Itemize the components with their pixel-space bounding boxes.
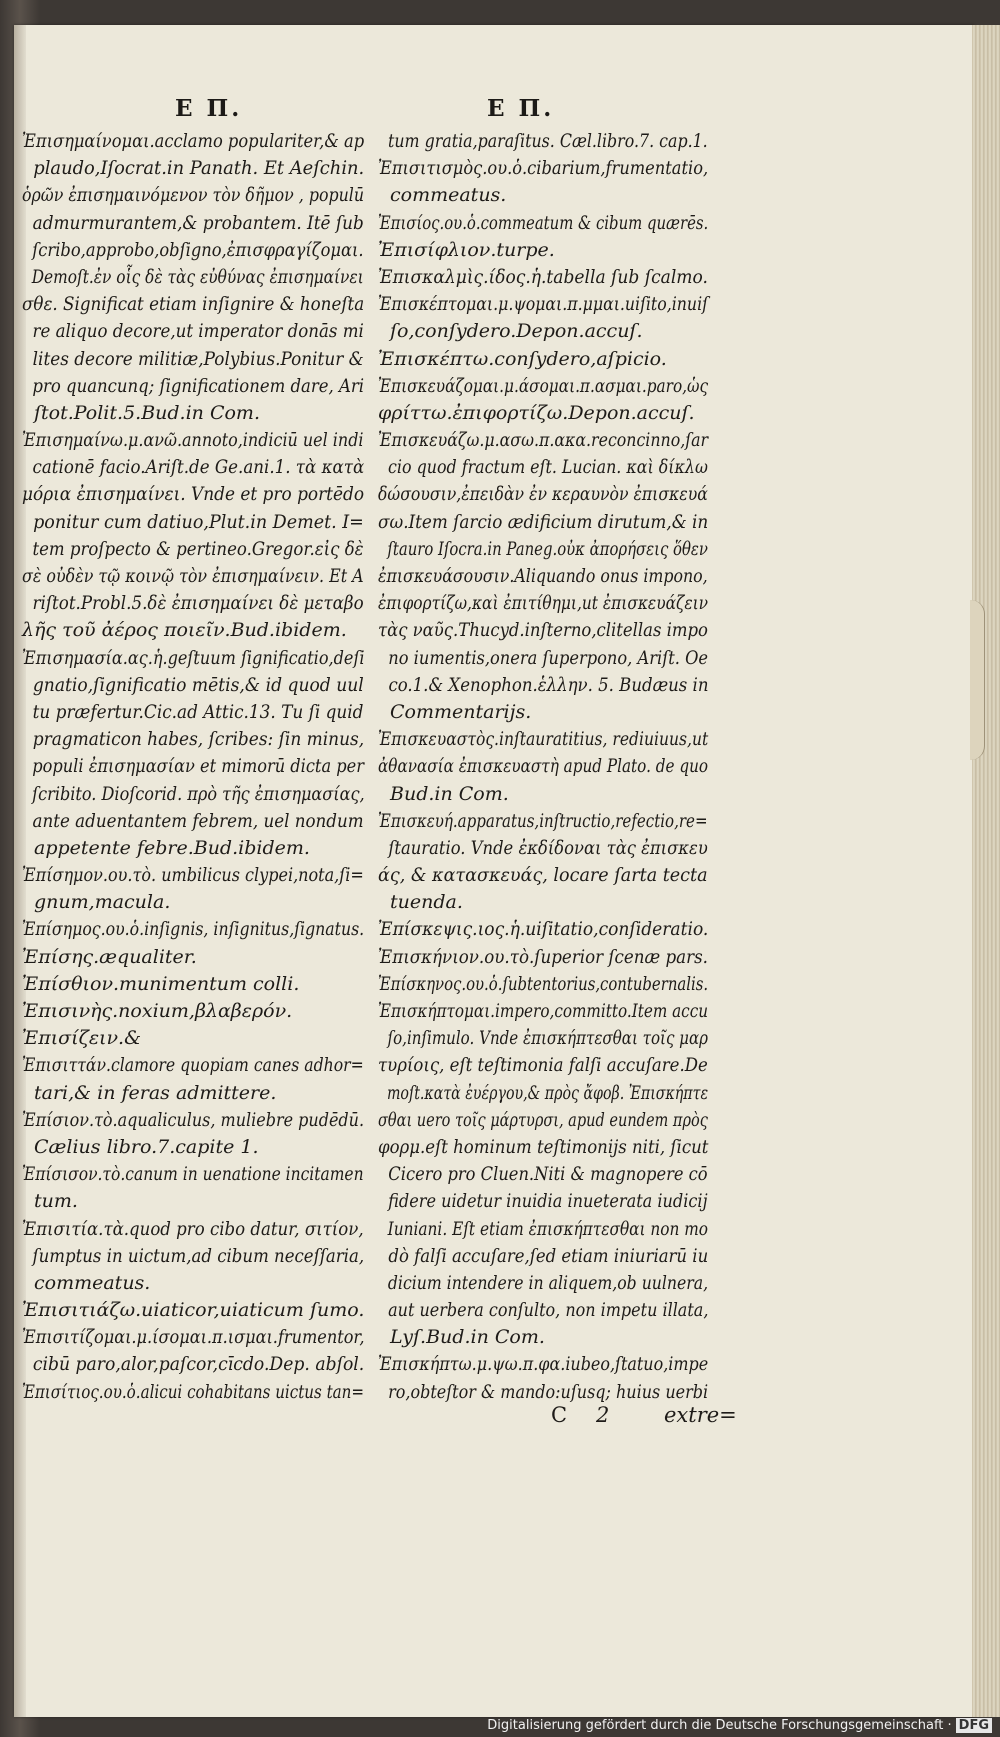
text-line: Ἐπισημαίνομαι.acclamo populariter,& ap xyxy=(22,130,365,152)
text-line: ſumptus in uictum,ad cibum neceſſaria, xyxy=(32,1244,365,1267)
text-line: Lyſ.Bud.in Com. xyxy=(390,1326,545,1349)
text-line: δώσουσιν,ἐπειδὰν ἐν κεραυνὸν ἐπισκευά xyxy=(378,483,708,506)
text-line: ſtauratio. Vnde ἐκδίδοναι τὰς ἐπισκευ xyxy=(388,836,708,859)
text-line: Demoſt.ἐν οἷς δὲ τὰς εὐθύνας ἐπισημαίνει xyxy=(31,265,364,288)
text-line: commeatus. xyxy=(34,1271,151,1294)
signature-number: 2 xyxy=(596,1403,610,1427)
text-line: Ἐπισίζειν.& xyxy=(22,1027,142,1050)
text-line: tem proſpecto & pertineo.Gregor.εἰς δὲ xyxy=(32,537,364,560)
text-line: Ἐπισιτιάζω.uiaticor,uiaticum ſumo. xyxy=(22,1299,365,1322)
text-line: ro,obteſtor & mando:uſusq; huius uerbi xyxy=(388,1380,709,1403)
text-line: appetente febre.Bud.ibidem. xyxy=(34,836,310,859)
text-line: Ἐπισημασία.ας.ἡ.geſtuum ſignificatio,deſi xyxy=(22,646,365,669)
text-line: Ἐπισίος.ου.ὁ.commeatum & cibum quærēs. xyxy=(378,211,709,234)
digitization-credit xyxy=(487,1718,992,1733)
text-line: σθαι uero τοῖς μάρτυρσι, apud eundem πρὸς xyxy=(378,1108,708,1131)
text-line: Iuniani. Eſt etiam ἐπισκήπτεσθαι non mo xyxy=(387,1217,709,1240)
text-line: ſcribo,approbo,obſigno,ἐπισφραγίζομαι. xyxy=(32,238,364,261)
text-line: lites decore militiæ,Polybius.Ponitur & xyxy=(32,347,364,370)
text-line: τυρίοις, eſt teſtimonia falſi accuſare.De xyxy=(378,1054,708,1077)
text-line: φρίττω.ἐπιφορτίζω.Depon.accuſ. xyxy=(378,401,695,424)
left-column xyxy=(22,128,364,1406)
text-line: άς, & κατασκευάς, locare ſarta tecta xyxy=(378,864,708,887)
text-line: ἐπιφορτίζω,καὶ ἐπιτίθημι,ut ἐπισκευάζειν xyxy=(378,592,709,615)
text-line: ſcribito. Dioſcorid. πρὸ τῆς ἐπισημασίας, xyxy=(32,782,365,805)
text-line: Cælius libro.7.capite 1. xyxy=(34,1135,259,1158)
text-line: ponitur cum datiuo,Plut.in Demet. I= xyxy=(33,510,364,533)
text-line: Ἐπισινὴς.noxium,βλαβερόν. xyxy=(22,1000,293,1022)
text-line: no iumentis,onera ſuperpono, Ariſt. Oe xyxy=(388,646,709,669)
text-line: Ἐπισκήπτω.μ.ψω.π.φα.iubeo,ſtatuo,impe xyxy=(378,1353,709,1376)
text-line: pro quancunq; ſignificationem dare, Ari xyxy=(32,374,365,397)
text-line: φορμ.eſt hominum teſtimonijs niti, ſicut xyxy=(378,1135,709,1158)
text-line: tum gratia,paraſitus. Cæl.libro.7. cap.1. xyxy=(387,130,708,152)
page-tab-edge xyxy=(970,600,985,760)
text-line: dicium intendere in aliquem,ob uulnera, xyxy=(387,1271,709,1294)
text-line: Ἐπισκήνιον.ου.τὸ.ſuperior ſcenæ pars. xyxy=(378,945,708,968)
text-line: tu præfertur.Cic.ad Attic.13. Tu ſi quid xyxy=(32,700,364,723)
text-line: Ἐπισιτία.τὰ.quod pro cibo datur, σιτίον, xyxy=(22,1217,364,1240)
text-line: cationē facio.Ariſt.de Ge.ani.1. τὰ κατὰ xyxy=(32,456,365,479)
text-line: pragmaticon habes, ſcribes: ſin minus, xyxy=(32,728,365,751)
text-line: fidere uidetur inuidia inueterata iudicij xyxy=(388,1190,708,1213)
text-line: ſtauro Iſocra.in Paneg.οὐκ ἀπορήσεις ὅθεν xyxy=(387,537,708,560)
text-line: Ἐπισιτισμὸς.ου.ὁ.cibarium,frumentatio, xyxy=(378,157,709,180)
text-line: Ἐπισίφλιον.turpe. xyxy=(378,238,555,261)
text-line: ſo,conſydero.Depon.accuſ. xyxy=(390,320,643,343)
text-line: Ἐπισκευάζομαι.μ.άσομαι.π.ασμαι.paro,ὡς xyxy=(378,374,709,397)
text-line: re aliquo decore,ut imperator donās mi xyxy=(32,320,364,343)
text-line: Ἐπισκευάζω.μ.ασω.π.ακα.reconcinno,ſar xyxy=(378,429,709,452)
text-line: ἀθανασία ἐπισκευαστὴ apud Plato. de quo xyxy=(378,755,709,778)
text-line: Ἐπισκέπτω.conſydero,aſpicio. xyxy=(378,347,667,370)
text-line: Ἐπισκευαστὸς.inſtauratitius, rediuiuus,ut xyxy=(378,728,709,751)
text-line: Ἐπίσισον.τὸ.canum in uenatione incitamen xyxy=(22,1163,364,1186)
text-line: Cicero pro Cluen.Niti & magnopere cō xyxy=(388,1163,708,1186)
text-line: ſtot.Polit.5.Bud.in Com. xyxy=(34,401,260,424)
running-head-right: E Π. xyxy=(487,95,555,122)
text-line: commeatus. xyxy=(390,184,507,207)
text-line: μόρια ἐπισημαίνει. Vnde et pro portēdo xyxy=(22,483,365,506)
text-line: tari,& in feras admittere. xyxy=(34,1081,277,1104)
text-line: tum. xyxy=(34,1190,78,1213)
text-line: Ἐπίσκηνος.ου.ὁ.ſubtentorius,contubernalis. xyxy=(378,972,709,995)
text-line: σὲ οὐδὲν τῷ κοινῷ τὸν ἐπισημαίνειν. Et A xyxy=(22,565,364,587)
running-head-left: E Π. xyxy=(175,95,243,122)
text-line: Ἐπισκέπτομαι.μ.ψομαι.π.μμαι.uiſito,inuiſ xyxy=(378,293,708,316)
text-line: Commentarijs. xyxy=(390,700,532,723)
text-line: ἐπισκευάσουσιν.Aliquando onus impono, xyxy=(378,565,708,587)
text-line: riſtot.Probl.5.δὲ ἐπισημαίνει δὲ μεταβο xyxy=(32,592,364,615)
text-line: co.1.& Xenophon.ἑλλην. 5. Budæus in xyxy=(388,673,709,696)
text-line: cibū paro,alor,paſcor,cīcdo.Dep. abſol. xyxy=(32,1353,365,1376)
text-line: Ἐπισημαίνω.μ.ανῶ.annoto,indiciū uel indi xyxy=(22,429,364,452)
text-line: Ἐπίσημον.ου.τὸ. umbilicus clypei,nota,ſi= xyxy=(22,864,364,887)
text-line: gnatio,ſignificatio mētis,& id quod uul xyxy=(32,673,364,696)
text-line: ſo,inſimulo. Vnde ἐπισκήπτεσθαι τοῖς μαρ xyxy=(387,1027,709,1050)
text-line: τὰς ναῦς.Thucyd.inſterno,clitellas impo xyxy=(378,619,708,642)
text-line: Ἐπίσθιον.munimentum colli. xyxy=(22,972,300,995)
text-line: Bud.in Com. xyxy=(390,782,509,805)
text-line: populi ἐπισημασίαν et mimorū dicta per xyxy=(32,755,364,778)
text-line: cio quod fractum eſt. Lucian. καὶ δίκλω xyxy=(388,456,708,479)
text-line: gnum,macula. xyxy=(34,891,171,914)
text-line: aut uerbera conſulto, non impetu illata, xyxy=(388,1299,709,1322)
dfg-logo: DFG xyxy=(956,1718,992,1733)
text-line: Ἐπίσης.æqualiter. xyxy=(22,945,197,968)
credit-text: Digitalisierung gefördert durch die Deutsche Forschungsgemeinschaft · xyxy=(487,1718,952,1733)
text-line: moſt.κατὰ ἐυέργου,& πρὸς ἄφοβ. Ἐπισκήπτε xyxy=(386,1081,709,1104)
catchword: extre= xyxy=(664,1403,737,1427)
text-line: Ἐπισκήπτομαι.impero,committo.Item accu xyxy=(378,1000,709,1022)
text-line: admurmurantem,& probantem. Itē ſub xyxy=(32,211,364,234)
text-line: Ἐπισιτίζομαι.μ.ίσομαι.π.ισμαι.frumentor, xyxy=(22,1326,365,1349)
text-line: Ἐπίσιον.τὸ.aqualiculus, muliebre pudēdū. xyxy=(22,1108,365,1131)
text-line: σθε. Significat etiam inſignire & honeſta xyxy=(22,293,365,316)
right-column xyxy=(378,128,708,1406)
text-line: plaudo,Iſocrat.in Panath. Et Aeſchin. xyxy=(33,157,365,180)
text-line: Ἐπίσκεψις.ιος.ἡ.uiſitatio,conſideratio. xyxy=(378,918,709,941)
text-line: tuenda. xyxy=(390,891,463,914)
text-line: ante aduentantem febrem, uel nondum xyxy=(32,809,364,832)
text-line: Ἐπίσημος.ου.ὁ.inſignis, inſignitus,ſignatus. xyxy=(22,918,365,941)
text-line: σω.Item ſarcio ædificium dirutum,& in xyxy=(378,510,709,533)
text-line: Ἐπισκαλμὶς.ίδος.ἡ.tabella ſub ſcalmo. xyxy=(378,265,708,288)
text-line: ὁρῶν ἐπισημαινόμενον τὸν δῆμον , populū xyxy=(22,184,365,207)
text-line: λῆς τοῦ ἀέρος ποιεῖν.Bud.ibidem. xyxy=(22,619,347,642)
text-line: Ἐπισίτιος.ου.ὁ.alicui cohabitans uictus tan= xyxy=(22,1380,365,1403)
text-line: Ἐπισιττάν.clamore quopiam canes adhor= xyxy=(22,1054,364,1077)
signature-mark: C xyxy=(551,1403,568,1427)
page-fore-edge xyxy=(972,25,1000,1717)
text-line: dò falſi accuſare,ſed etiam iniuriarū iu xyxy=(388,1244,709,1267)
text-line: Ἐπισκευή.apparatus,inſtructio,refectio,re= xyxy=(378,809,708,832)
